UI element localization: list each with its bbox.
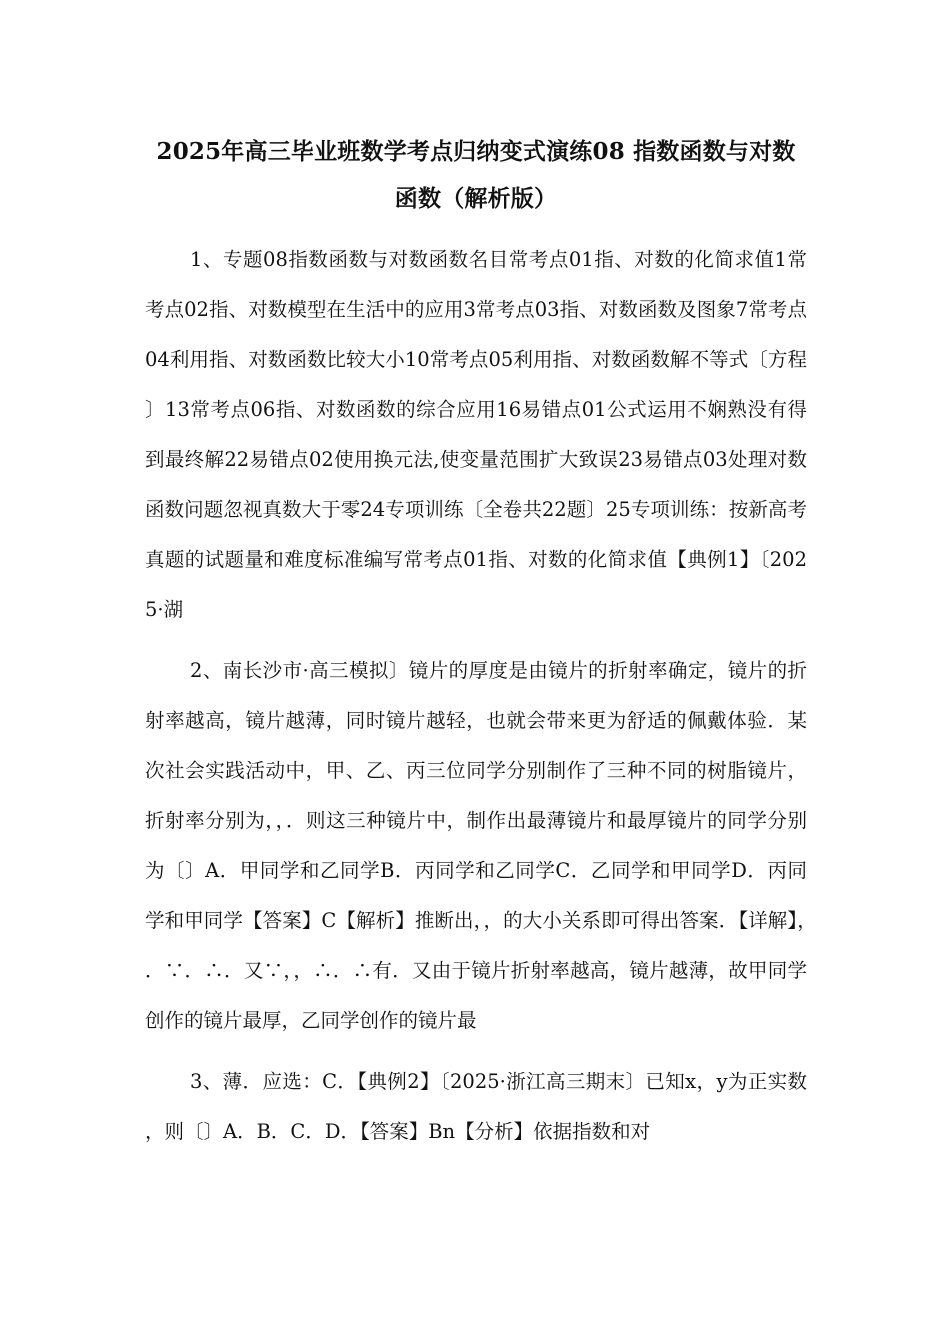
paragraph-3: 3、薄．应选：C．【典例2】〔2025·浙江高三期末〕已知x，y为正实数，则〔〕A．B．C．D．【答案】Bn【分析】依据指数和对	[145, 1070, 807, 1143]
document-page	[145, 128, 807, 1168]
paragraph-1: 1、专题08指数函数与对数函数名目常考点01指、对数的化简求值1常考点02指、对数模型在生活中的应用3常考点03指、对数函数及图象7常考点04利用指、对数函数比较大小10常考点05利用指、对数函数解不等式〔方程〕13常考点06指、对数函数的综合应用16易错点01公式运用不娴熟没有得到最终解22易错点02使用换元法,使变量范围扩大致误23易错点03处理对数函数问题忽视真数大于零24专项训练〔全卷共22题〕25专项训练：按新高考真题的试题量和难度标准编写常考点01指、对数的化简求值【典例1】〔2025·湖	[145, 248, 807, 621]
paragraph-2: 2、南长沙市·高三模拟〕镜片的厚度是由镜片的折射率确定，镜片的折射率越高，镜片越薄，同时镜片越轻，也就会带来更为舒适的佩戴体验．某次社会实践活动中，甲、乙、丙三位同学分别制作了三种不同的树脂镜片，折射率分别为，，．则这三种镜片中，制作出最薄镜片和最厚镜片的同学分别为〔〕A．甲同学和乙同学B．丙同学和乙同学C．乙同学和甲同学D．丙同学和甲同学【答案】C【解析】推断出，，的大小关系即可得出答案．【详解】，．∵．∴．又∵，，∴．∴有．又由于镜片折射率越高，镜片越薄，故甲同学创作的镜片最厚，乙同学创作的镜片最	[145, 659, 807, 1032]
document-title: 2025年高三毕业班数学考点归纳变式演练08 指数函数与对数函数（解析版）	[156, 138, 796, 212]
